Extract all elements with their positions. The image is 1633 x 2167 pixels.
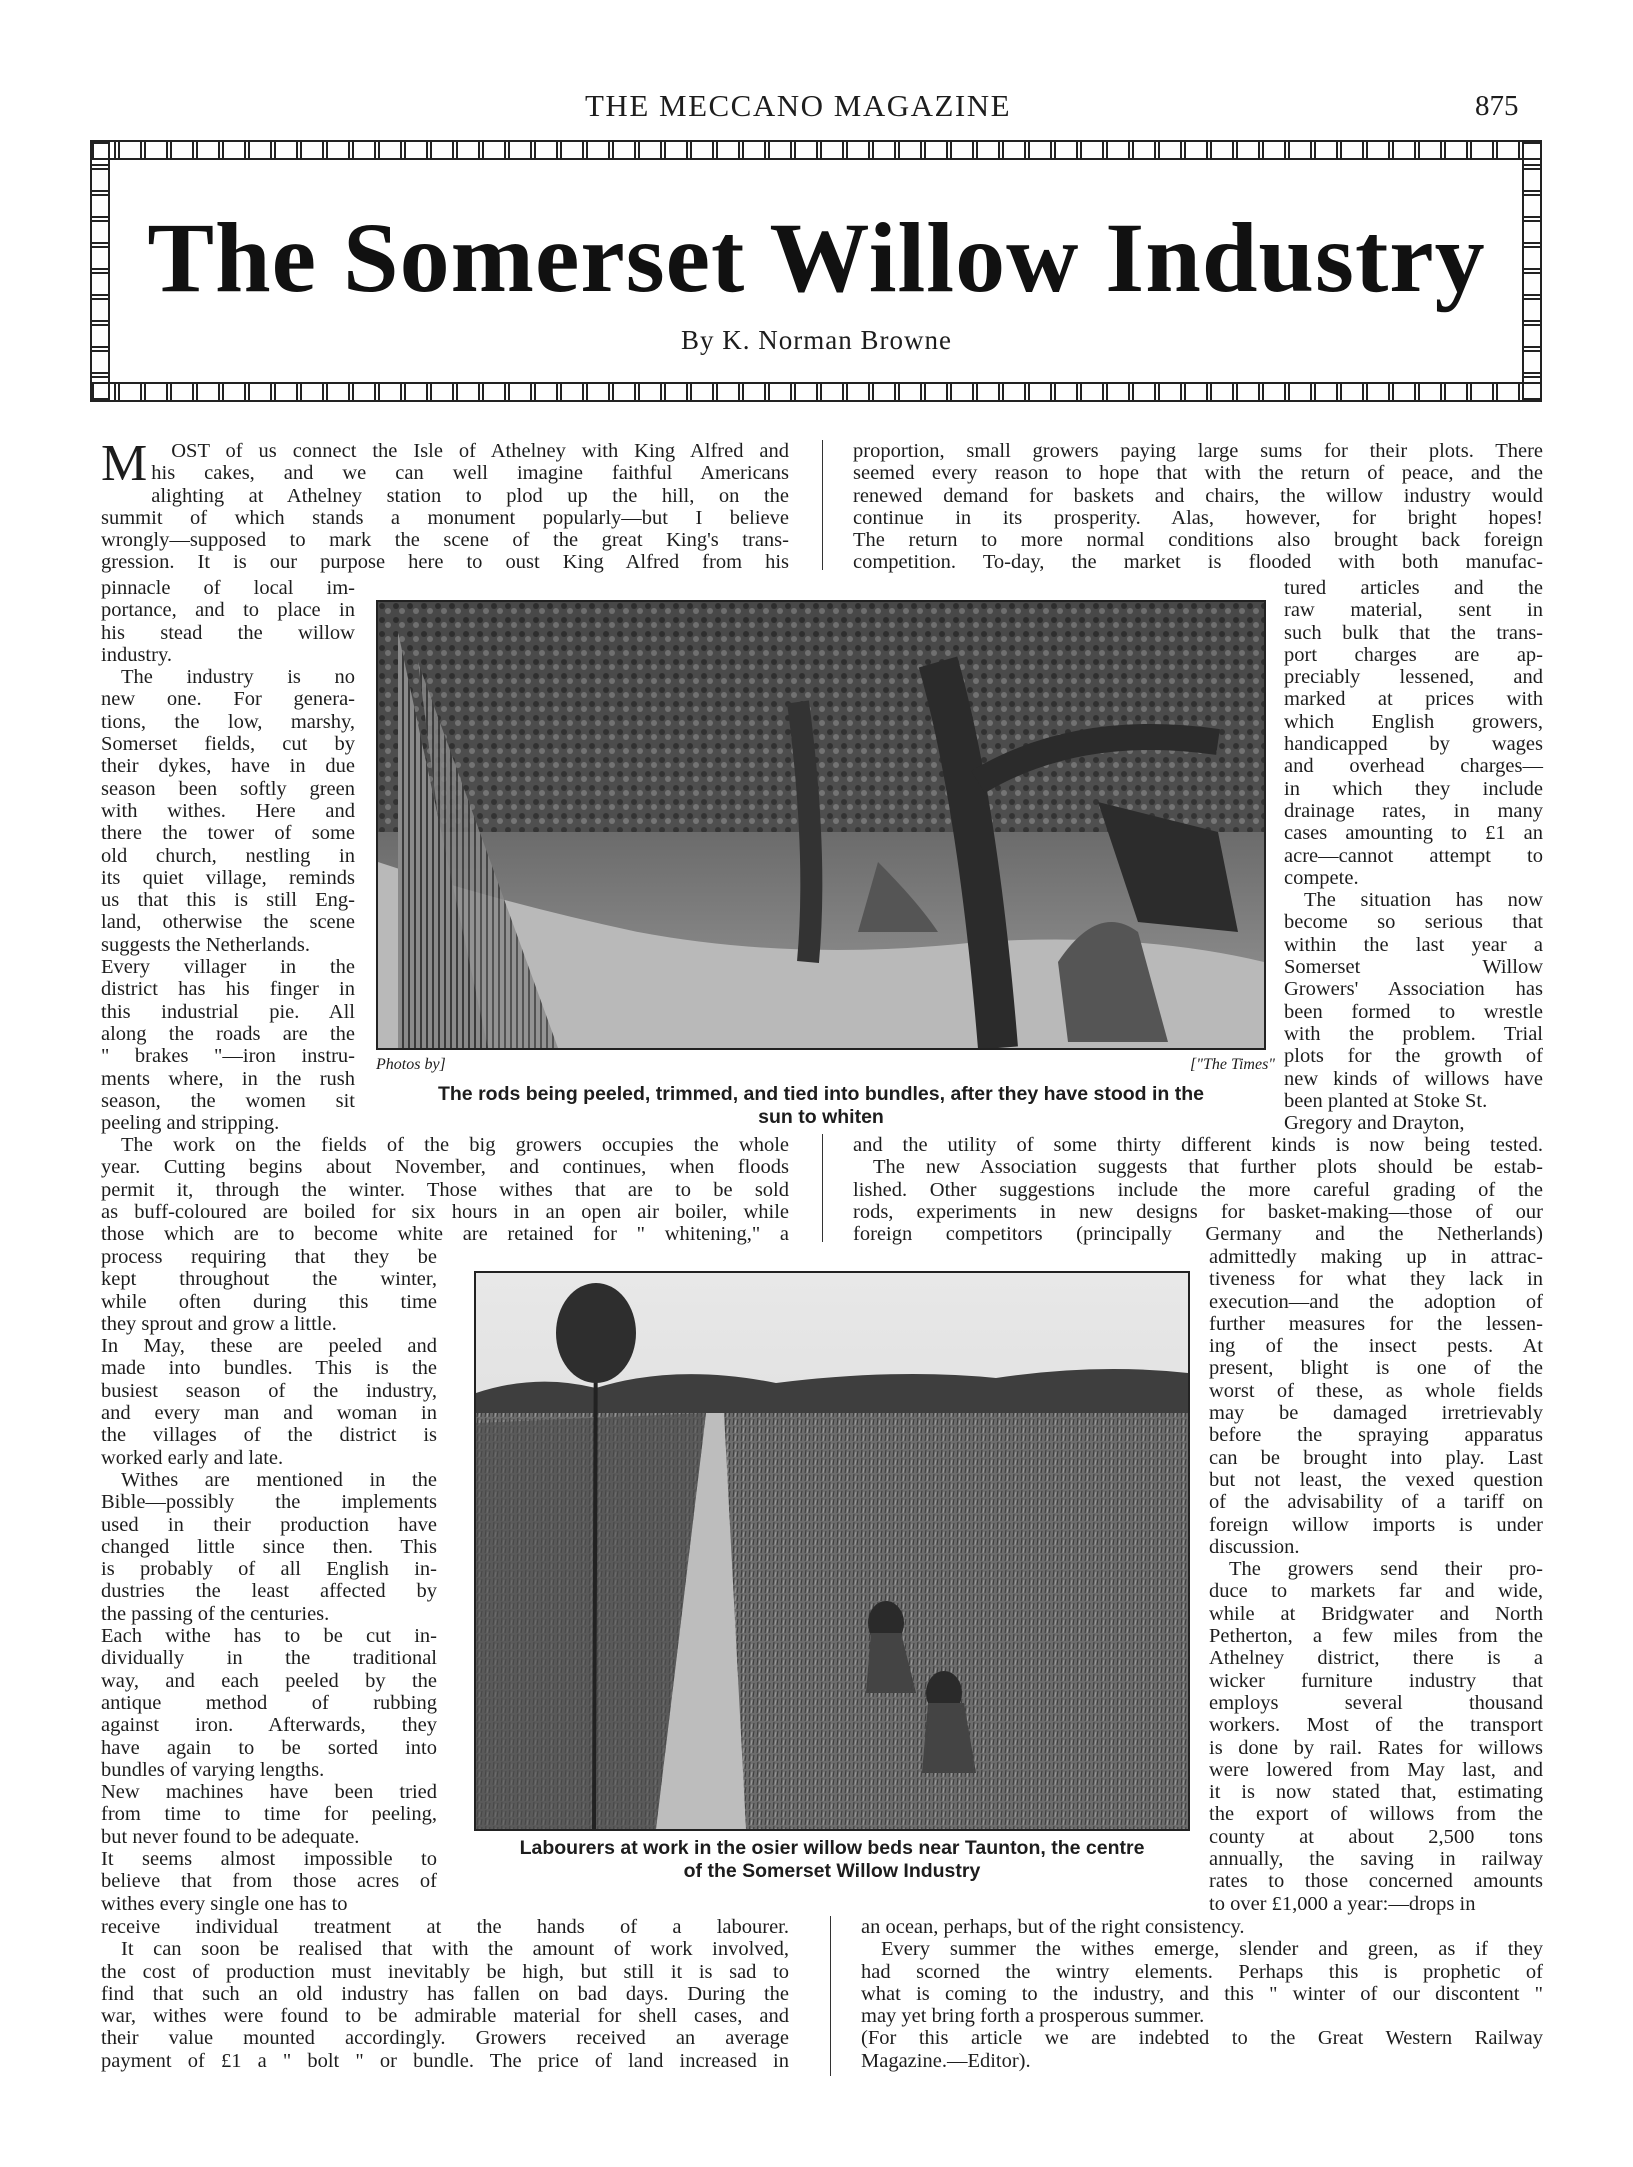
text-line: Every villager in the (101, 956, 355, 979)
text-line: acre—cannot attempt to (1284, 844, 1543, 867)
text-line: made into bundles. This is the (101, 1357, 437, 1380)
text-line: is done by rail. Rates for willows (1209, 1736, 1543, 1759)
text-line: kept throughout the winter, (101, 1268, 437, 1291)
text-line: Somerset Willow (1284, 956, 1543, 979)
article-title: The Somerset Willow Industry (147, 202, 1486, 313)
text-line: us that this is still Eng- (101, 889, 355, 912)
text-line: Athelney district, there is a (1209, 1647, 1543, 1670)
text-line: an ocean, perhaps, but of the right consistency. (861, 1916, 1245, 1938)
text-line: find that such an old industry has fallen on bad days. During the (101, 1982, 789, 2005)
text-line: old church, nestling in (101, 844, 355, 867)
text-line: present, blight is one of the (1209, 1357, 1543, 1380)
text-line: ing of the insect pests. At (1209, 1335, 1543, 1358)
text-line: Every summer the withes emerge, slender and green, as if they (881, 1938, 1543, 1961)
photo-credit-right: ["The Times" (1190, 1056, 1276, 1073)
text-line: The industry is no (121, 666, 355, 689)
text-line: annually, the saving in railway (1209, 1848, 1543, 1871)
text-line: to over £1,000 a year:—drops in (1209, 1892, 1476, 1915)
text-line: payment of £1 a " bolt " or bundle. The price of land increased in (101, 2049, 789, 2072)
text-line: The work on the fields of the big growers occupies the whole (121, 1134, 789, 1156)
text-line: of the advisability of a tariff on (1209, 1491, 1543, 1514)
text-line: with withes. Here and (101, 799, 355, 822)
text-line: drainage rates, in many (1284, 799, 1543, 822)
text-line: is probably of all English in- (101, 1558, 437, 1581)
text-line: dividually in the traditional (101, 1647, 437, 1670)
text-line: believe that from those acres of (101, 1870, 437, 1893)
text-line: county at about 2,500 tons (1209, 1825, 1543, 1848)
photo1-caption-line2: sun to whiten (758, 1106, 884, 1128)
text-line: The situation has now (1304, 889, 1543, 912)
text-line: In May, these are peeled and (101, 1335, 437, 1358)
photo-credit-left: Photos by] (376, 1056, 446, 1073)
col2-narrow2 (1209, 1246, 1543, 1915)
photo-willow-peeling (376, 600, 1266, 1050)
photo-osier-beds (474, 1271, 1190, 1831)
text-line: before the spraying apparatus (1209, 1424, 1543, 1447)
text-line: summit of which stands a monument popularly—but I believe (101, 506, 789, 529)
text-line: foreign competitors (principally Germany and the Netherlands) (853, 1223, 1543, 1246)
text-line: Withes are mentioned in the (121, 1468, 437, 1491)
frame-bottom (90, 382, 1542, 402)
text-line: admittedly making up in attrac- (1209, 1246, 1543, 1268)
text-line: It seems almost impossible to (101, 1848, 437, 1871)
text-line: competition. To-day, the market is flooded with both manufac- (853, 551, 1543, 574)
text-line: the cost of production must inevitably be high, but still it is sad to (101, 1960, 789, 1983)
text-line: marked at prices with (1284, 688, 1543, 711)
col2-mid (853, 1134, 1543, 1245)
text-line: but not least, the vexed question (1209, 1468, 1543, 1491)
text-line: and overhead charges— (1284, 755, 1543, 778)
col2-narrow (1284, 577, 1543, 1134)
text-line: may be damaged irretrievably (1209, 1402, 1543, 1425)
text-line: further measures for the lessen- (1209, 1312, 1543, 1335)
text-line: season been softly green (101, 777, 355, 800)
text-line: gression. It is our purpose here to oust King Alfred from his (101, 551, 789, 574)
text-line: worst of these, as whole fields (1209, 1379, 1543, 1402)
text-line: in which they include (1284, 777, 1543, 800)
photo2-caption-line2: of the Somerset Willow Industry (683, 1860, 981, 1882)
text-line: such bulk that the trans- (1284, 621, 1543, 644)
text-line: pinnacle of local im- (101, 577, 355, 599)
magazine-title: THE MECCANO MAGAZINE (585, 88, 1012, 123)
text-line: Bible—possibly the implements (101, 1491, 437, 1514)
text-line: this industrial pie. All (101, 1000, 355, 1023)
text-line: Magazine.—Editor). (861, 2049, 1031, 2072)
text-line: the villages of the district is (101, 1424, 437, 1447)
text-line: those which are to become white are retained for " whitening," a (101, 1223, 789, 1246)
page-number: 875 (1475, 90, 1519, 122)
text-line: renewed demand for baskets and chairs, the willow industry would (853, 484, 1543, 507)
col1-top-lines (101, 435, 789, 574)
frame-top (90, 140, 1542, 160)
text-line: Each withe has to be cut in- (101, 1625, 437, 1648)
text-line: ments where, in the rush (101, 1067, 355, 1090)
text-line: (For this article we are indebted to the Great Western Railway (861, 2027, 1543, 2050)
photo1-caption-line1: The rods being peeled, trimmed, and tied into bundles, after they have stood in the (437, 1083, 1204, 1105)
text-line: against iron. Afterwards, they (101, 1714, 437, 1737)
text-line: preciably lessened, and (1284, 666, 1543, 689)
text-line: wicker furniture industry that (1209, 1669, 1543, 1692)
column-rule (822, 440, 823, 570)
text-line: port charges are ap- (1284, 643, 1543, 666)
col1-narrow (101, 577, 355, 1134)
text-line: Somerset fields, cut by (101, 733, 355, 756)
text-line: and every man and woman in (101, 1402, 437, 1425)
text-line: seemed every reason to hope that with the return of peace, and the (853, 462, 1543, 485)
text-line: way, and each peeled by the (101, 1669, 437, 1692)
text-line: his stead the willow (101, 621, 355, 644)
text-line: antique method of rubbing (101, 1691, 437, 1714)
running-head (0, 88, 1633, 128)
text-line: It can soon be realised that with the amount of work involved, (121, 1938, 789, 1961)
col1-top (101, 435, 789, 574)
text-line: used in their production have (101, 1513, 437, 1536)
text-line: rates to those concerned amounts (1209, 1870, 1543, 1893)
col2-bottom (861, 1916, 1543, 2072)
text-line: process requiring that they be (101, 1246, 437, 1268)
text-line: worked early and late. (101, 1446, 284, 1469)
text-line: The return to more normal conditions also brought back foreign (853, 529, 1543, 552)
text-line: within the last year a (1284, 933, 1543, 956)
drop-cap: M (101, 435, 148, 492)
text-line: new kinds of willows have (1284, 1067, 1543, 1090)
text-line: discussion. (1209, 1535, 1300, 1558)
text-line: lished. Other suggestions include the more careful grading of the (853, 1178, 1543, 1201)
text-line: war, withes were found to be admirable material for shell cases, and (101, 2005, 789, 2028)
text-line: had scorned the wintry elements. Perhaps this is prophetic of (861, 1960, 1543, 1983)
text-line: but never found to be adequate. (101, 1825, 360, 1848)
text-line: while often during this time (101, 1290, 437, 1313)
text-line: The growers send their pro- (1229, 1558, 1543, 1581)
text-line: execution—and the adoption of (1209, 1290, 1543, 1313)
text-line: bundles of varying lengths. (101, 1758, 325, 1781)
col1-narrow2 (101, 1246, 437, 1915)
text-line: become so serious that (1284, 911, 1543, 934)
text-line: portance, and to place in (101, 599, 355, 622)
column-rule (830, 1916, 831, 2076)
text-line: workers. Most of the transport (1209, 1714, 1543, 1737)
text-line: were lowered from May last, and (1209, 1758, 1543, 1781)
text-line: suggests the Netherlands. (101, 933, 310, 956)
text-line: its quiet village, reminds (101, 866, 355, 889)
photo2-caption-line1: Labourers at work in the osier willow beds near Taunton, the centre (519, 1837, 1145, 1859)
text-line: alighting at Athelney station to plod up the hill, on the (151, 484, 789, 507)
text-line: the export of willows from the (1209, 1803, 1543, 1826)
text-line: Petherton, a few miles from the (1209, 1625, 1543, 1648)
photo-osier-beds-image (476, 1273, 1188, 1829)
text-line: while at Bridgwater and North (1209, 1602, 1543, 1625)
text-line: which English growers, (1284, 710, 1543, 733)
text-line: The new Association suggests that further plots should be estab- (873, 1156, 1543, 1179)
text-line: it is now stated that, estimating (1209, 1781, 1543, 1804)
text-line: industry. (101, 643, 172, 666)
text-line: land, otherwise the scene (101, 911, 355, 934)
text-line: have again to be sorted into (101, 1736, 437, 1759)
text-line: wrongly—supposed to mark the scene of the great King's trans- (101, 529, 789, 552)
photo2-caption (474, 1837, 1190, 1883)
text-line: continue in its prosperity. Alas, however, for bright hopes! (853, 506, 1543, 529)
text-line: employs several thousand (1209, 1691, 1543, 1714)
text-line: the passing of the centuries. (101, 1602, 330, 1625)
text-line: their value mounted accordingly. Growers received an average (101, 2027, 789, 2050)
text-line: year. Cutting begins about November, and continues, when floods (101, 1156, 789, 1179)
text-line: been formed to wrestle (1284, 1000, 1543, 1023)
text-line: what is coming to the industry, and this " winter of our discontent " (861, 1982, 1543, 2005)
text-line: as buff-coloured are boiled for six hours in an open air boiler, while (101, 1200, 789, 1223)
text-line: been planted at Stoke St. (1284, 1089, 1488, 1112)
text-line: cases amounting to £1 an (1284, 822, 1543, 845)
text-line: peeling and stripping. (101, 1112, 280, 1135)
text-line: compete. (1284, 866, 1359, 889)
text-line: receive individual treatment at the hands of a labourer. (101, 1916, 789, 1938)
text-line: proportion, small growers paying large sums for their plots. There (853, 440, 1543, 462)
text-line: OST of us connect the Isle of Athelney with King Alfred and (171, 440, 789, 462)
col2-top (853, 440, 1543, 574)
photo-willow-peeling-image (378, 602, 1264, 1048)
text-line: duce to markets far and wide, (1209, 1580, 1543, 1603)
text-line: plots for the growth of (1284, 1045, 1543, 1068)
text-line: and the utility of some thirty different kinds is now being tested. (853, 1134, 1543, 1156)
text-line: Gregory and Drayton, (1284, 1112, 1465, 1135)
text-line: they sprout and grow a little. (101, 1312, 337, 1335)
text-line: tions, the low, marshy, (101, 710, 355, 733)
text-line: Growers' Association has (1284, 978, 1543, 1001)
text-line: dustries the least affected by (101, 1580, 437, 1603)
text-line: New machines have been tried (101, 1781, 437, 1804)
text-line: rods, experiments in new designs for basket-making—those of our (853, 1200, 1543, 1223)
text-line: permit it, through the winter. Those withes that are to be sold (101, 1178, 789, 1201)
column-rule (822, 1134, 823, 1242)
text-line: may yet bring forth a prosperous summer. (861, 2005, 1205, 2028)
text-line: their dykes, have in due (101, 755, 355, 778)
text-line: changed little since then. This (101, 1535, 437, 1558)
text-line: handicapped by wages (1284, 733, 1543, 756)
col1-mid (101, 1134, 789, 1245)
text-line: tured articles and the (1284, 577, 1543, 599)
text-line: can be brought into play. Last (1209, 1446, 1543, 1469)
text-line: season, the women sit (101, 1089, 355, 1112)
text-line: from time to time for peeling, (101, 1803, 437, 1826)
text-line: busiest season of the industry, (101, 1379, 437, 1402)
text-line: with the problem. Trial (1284, 1022, 1543, 1045)
text-line: foreign willow imports is under (1209, 1513, 1543, 1536)
text-line: raw material, sent in (1284, 599, 1543, 622)
text-line: " brakes "—iron instru- (101, 1045, 355, 1068)
byline: By K. Norman Browne (681, 325, 952, 355)
col1-bottom (101, 1916, 789, 2072)
text-line: withes every single one has to (101, 1892, 348, 1915)
text-line: there the tower of some (101, 822, 355, 845)
text-line: district has his finger in (101, 978, 355, 1001)
photo1-caption (376, 1083, 1266, 1129)
text-line: tiveness for what they lack in (1209, 1268, 1543, 1291)
text-line: along the roads are the (101, 1022, 355, 1045)
text-line: his cakes, and we can well imagine faithful Americans (151, 462, 789, 485)
text-line: new one. For genera- (101, 688, 355, 711)
